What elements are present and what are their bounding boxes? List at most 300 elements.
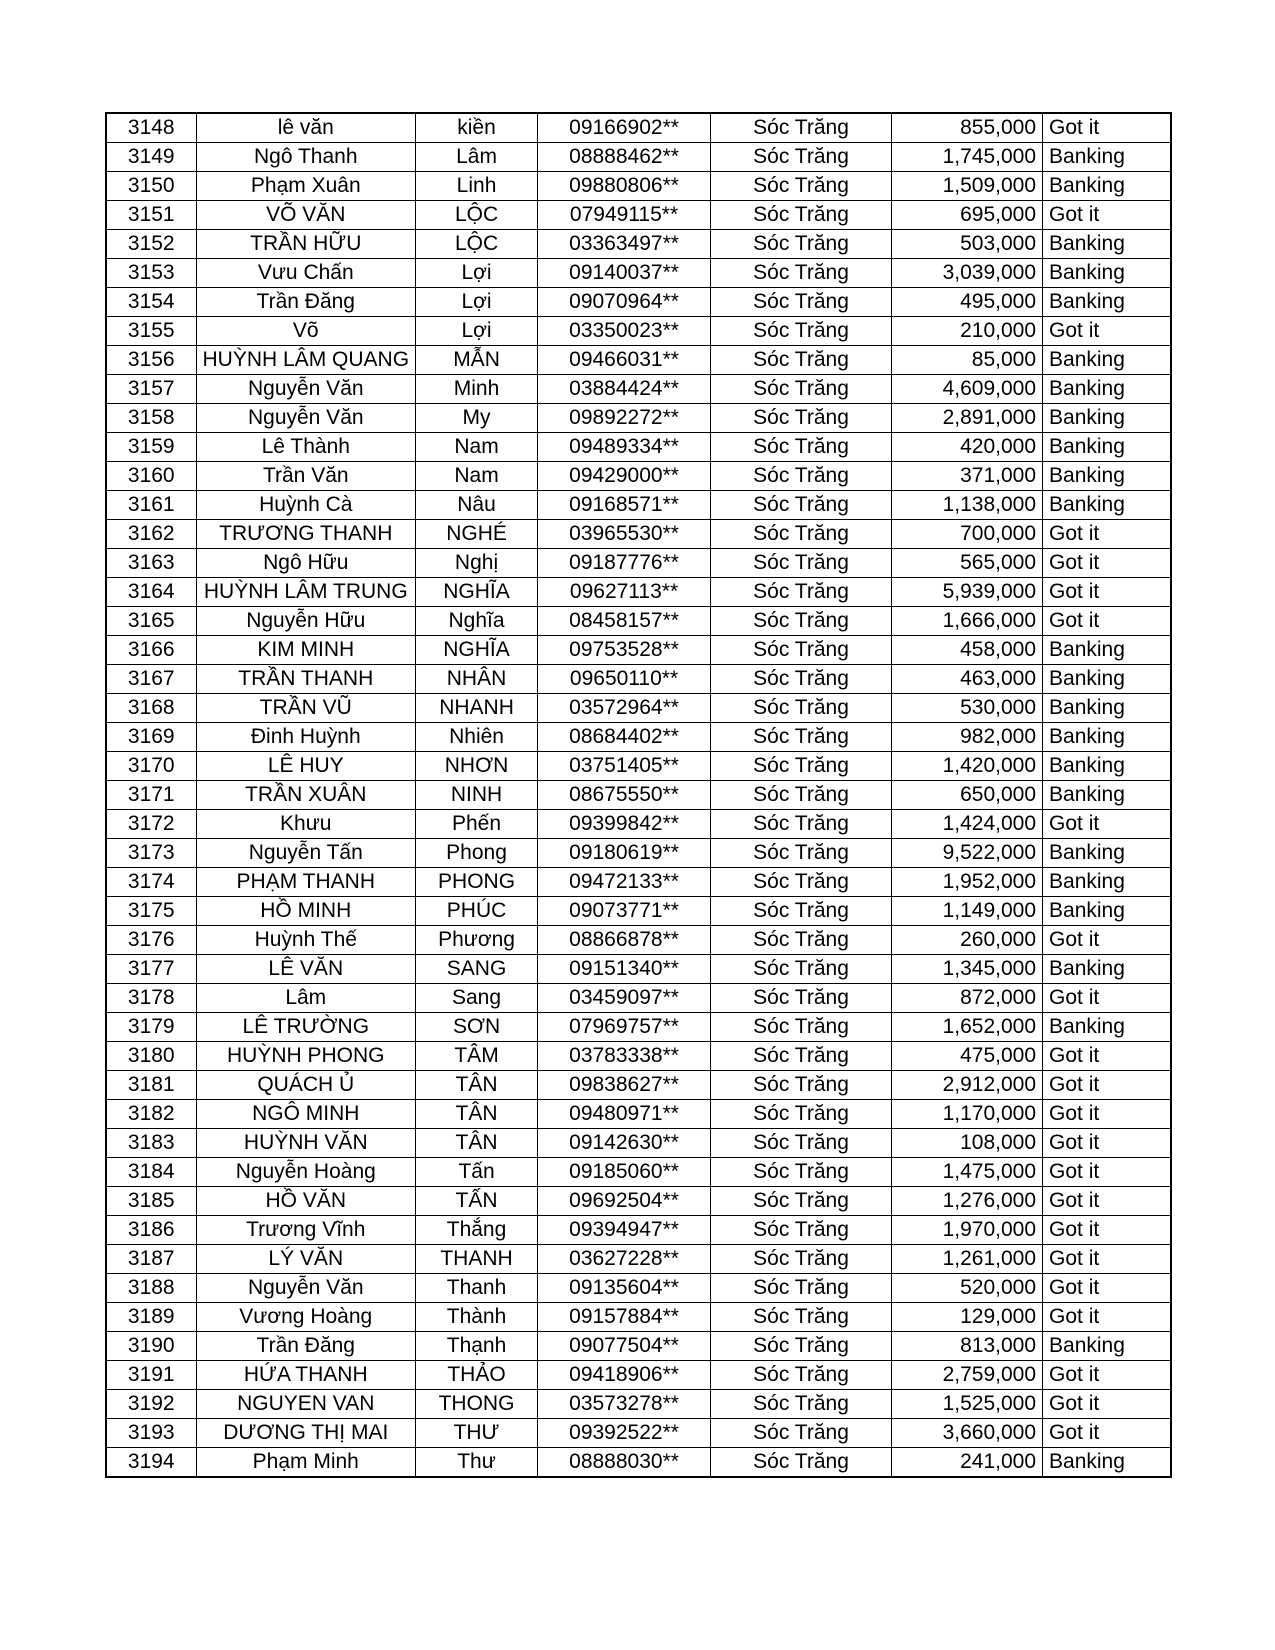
phone-cell: 08888462** [538, 143, 711, 172]
last-name-cell: HUỲNH LÂM QUANG [196, 346, 416, 375]
phone-cell: 09472133** [538, 868, 711, 897]
province-cell: Sóc Trăng [711, 462, 892, 491]
payment-status-cell: Got it [1043, 520, 1171, 549]
payment-status-cell: Banking [1043, 143, 1171, 172]
table-row [106, 781, 1171, 810]
row-number-cell: 3181 [106, 1071, 196, 1100]
last-name-cell: VÕ VĂN [196, 201, 416, 230]
province-cell: Sóc Trăng [711, 723, 892, 752]
row-number-cell: 3175 [106, 897, 196, 926]
payment-status-cell: Got it [1043, 984, 1171, 1013]
province-cell: Sóc Trăng [711, 1158, 892, 1187]
row-number-cell: 3193 [106, 1419, 196, 1448]
phone-cell: 03363497** [538, 230, 711, 259]
payment-status-cell: Got it [1043, 810, 1171, 839]
amount-cell: 85,000 [892, 346, 1043, 375]
phone-cell: 09892272** [538, 404, 711, 433]
payment-status-cell: Got it [1043, 113, 1171, 143]
payment-status-cell: Banking [1043, 346, 1171, 375]
row-number-cell: 3149 [106, 143, 196, 172]
row-number-cell: 3182 [106, 1100, 196, 1129]
province-cell: Sóc Trăng [711, 172, 892, 201]
row-number-cell: 3148 [106, 113, 196, 143]
row-number-cell: 3191 [106, 1361, 196, 1390]
table-row [106, 665, 1171, 694]
amount-cell: 108,000 [892, 1129, 1043, 1158]
first-name-cell: Phương [416, 926, 538, 955]
phone-cell: 09880806** [538, 172, 711, 201]
first-name-cell: NGHÉ [416, 520, 538, 549]
phone-cell: 09399842** [538, 810, 711, 839]
province-cell: Sóc Trăng [711, 143, 892, 172]
row-number-cell: 3183 [106, 1129, 196, 1158]
last-name-cell: Nguyễn Hoàng [196, 1158, 416, 1187]
first-name-cell: NHANH [416, 694, 538, 723]
table-row [106, 1071, 1171, 1100]
province-cell: Sóc Trăng [711, 1071, 892, 1100]
first-name-cell: Thư [416, 1448, 538, 1478]
table-row [106, 433, 1171, 462]
last-name-cell: HUỲNH PHONG [196, 1042, 416, 1071]
payment-status-cell: Got it [1043, 607, 1171, 636]
phone-cell: 09650110** [538, 665, 711, 694]
last-name-cell: LÊ VĂN [196, 955, 416, 984]
phone-cell: 03572964** [538, 694, 711, 723]
last-name-cell: Lâm [196, 984, 416, 1013]
table-row [106, 520, 1171, 549]
table-body [106, 113, 1171, 1477]
row-number-cell: 3178 [106, 984, 196, 1013]
last-name-cell: Trương Vĩnh [196, 1216, 416, 1245]
province-cell: Sóc Trăng [711, 1448, 892, 1478]
phone-cell: 09166902** [538, 113, 711, 143]
payment-status-cell: Banking [1043, 288, 1171, 317]
last-name-cell: Trần Đăng [196, 288, 416, 317]
phone-cell: 09466031** [538, 346, 711, 375]
payment-status-cell: Got it [1043, 201, 1171, 230]
amount-cell: 495,000 [892, 288, 1043, 317]
row-number-cell: 3161 [106, 491, 196, 520]
phone-cell: 09480971** [538, 1100, 711, 1129]
phone-cell: 09151340** [538, 955, 711, 984]
last-name-cell: Huỳnh Thế [196, 926, 416, 955]
amount-cell: 2,759,000 [892, 1361, 1043, 1390]
last-name-cell: NGÔ MINH [196, 1100, 416, 1129]
table-row [106, 810, 1171, 839]
phone-cell: 03627228** [538, 1245, 711, 1274]
row-number-cell: 3166 [106, 636, 196, 665]
payment-status-cell: Banking [1043, 462, 1171, 491]
payment-status-cell: Got it [1043, 1187, 1171, 1216]
phone-cell: 03573278** [538, 1390, 711, 1419]
first-name-cell: Lợi [416, 259, 538, 288]
payment-status-cell: Got it [1043, 1042, 1171, 1071]
amount-cell: 872,000 [892, 984, 1043, 1013]
first-name-cell: Thanh [416, 1274, 538, 1303]
payment-status-cell: Banking [1043, 752, 1171, 781]
phone-cell: 03884424** [538, 375, 711, 404]
amount-cell: 1,666,000 [892, 607, 1043, 636]
first-name-cell: MẪN [416, 346, 538, 375]
first-name-cell: THONG [416, 1390, 538, 1419]
first-name-cell: TÂM [416, 1042, 538, 1071]
row-number-cell: 3176 [106, 926, 196, 955]
table-row [106, 288, 1171, 317]
province-cell: Sóc Trăng [711, 1013, 892, 1042]
amount-cell: 1,138,000 [892, 491, 1043, 520]
last-name-cell: Nguyễn Văn [196, 1274, 416, 1303]
amount-cell: 371,000 [892, 462, 1043, 491]
last-name-cell: Huỳnh Cà [196, 491, 416, 520]
first-name-cell: Thắng [416, 1216, 538, 1245]
amount-cell: 1,420,000 [892, 752, 1043, 781]
payment-status-cell: Banking [1043, 491, 1171, 520]
first-name-cell: TẤN [416, 1187, 538, 1216]
payment-status-cell: Got it [1043, 1245, 1171, 1274]
last-name-cell: HUỲNH VĂN [196, 1129, 416, 1158]
phone-cell: 03783338** [538, 1042, 711, 1071]
province-cell: Sóc Trăng [711, 520, 892, 549]
last-name-cell: NGUYEN VAN [196, 1390, 416, 1419]
table-row [106, 897, 1171, 926]
table-row [106, 868, 1171, 897]
phone-cell: 07949115** [538, 201, 711, 230]
first-name-cell: TÂN [416, 1100, 538, 1129]
table-row [106, 723, 1171, 752]
phone-cell: 03965530** [538, 520, 711, 549]
table-row [106, 462, 1171, 491]
phone-cell: 09077504** [538, 1332, 711, 1361]
phone-cell: 03459097** [538, 984, 711, 1013]
row-number-cell: 3170 [106, 752, 196, 781]
province-cell: Sóc Trăng [711, 259, 892, 288]
amount-cell: 1,745,000 [892, 143, 1043, 172]
payment-status-cell: Got it [1043, 1419, 1171, 1448]
table-row [106, 172, 1171, 201]
last-name-cell: Võ [196, 317, 416, 346]
amount-cell: 260,000 [892, 926, 1043, 955]
province-cell: Sóc Trăng [711, 1042, 892, 1071]
last-name-cell: PHẠM THANH [196, 868, 416, 897]
first-name-cell: Lợi [416, 317, 538, 346]
first-name-cell: NINH [416, 781, 538, 810]
last-name-cell: Nguyễn Văn [196, 375, 416, 404]
phone-cell: 09392522** [538, 1419, 711, 1448]
row-number-cell: 3152 [106, 230, 196, 259]
phone-cell: 09429000** [538, 462, 711, 491]
phone-cell: 09168571** [538, 491, 711, 520]
table-row [106, 1042, 1171, 1071]
payment-status-cell: Got it [1043, 578, 1171, 607]
province-cell: Sóc Trăng [711, 607, 892, 636]
province-cell: Sóc Trăng [711, 926, 892, 955]
payment-status-cell: Banking [1043, 1013, 1171, 1042]
payment-status-cell: Banking [1043, 781, 1171, 810]
payment-status-cell: Got it [1043, 1158, 1171, 1187]
phone-cell: 03350023** [538, 317, 711, 346]
table-row [106, 607, 1171, 636]
table-row [106, 1216, 1171, 1245]
first-name-cell: Linh [416, 172, 538, 201]
last-name-cell: Phạm Xuân [196, 172, 416, 201]
row-number-cell: 3150 [106, 172, 196, 201]
amount-cell: 695,000 [892, 201, 1043, 230]
amount-cell: 813,000 [892, 1332, 1043, 1361]
payment-status-cell: Banking [1043, 433, 1171, 462]
first-name-cell: Nghĩa [416, 607, 538, 636]
table-row [106, 955, 1171, 984]
first-name-cell: kiền [416, 113, 538, 143]
amount-cell: 1,509,000 [892, 172, 1043, 201]
amount-cell: 1,475,000 [892, 1158, 1043, 1187]
first-name-cell: Sang [416, 984, 538, 1013]
row-number-cell: 3169 [106, 723, 196, 752]
row-number-cell: 3194 [106, 1448, 196, 1478]
last-name-cell: LÊ HUY [196, 752, 416, 781]
first-name-cell: Nam [416, 433, 538, 462]
recipient-table [105, 112, 1172, 1478]
row-number-cell: 3153 [106, 259, 196, 288]
table-row [106, 1129, 1171, 1158]
province-cell: Sóc Trăng [711, 404, 892, 433]
first-name-cell: Minh [416, 375, 538, 404]
row-number-cell: 3154 [106, 288, 196, 317]
province-cell: Sóc Trăng [711, 1187, 892, 1216]
table-row [106, 201, 1171, 230]
phone-cell: 09394947** [538, 1216, 711, 1245]
last-name-cell: TRẦN HỮU [196, 230, 416, 259]
row-number-cell: 3186 [106, 1216, 196, 1245]
last-name-cell: LÊ TRƯỜNG [196, 1013, 416, 1042]
amount-cell: 565,000 [892, 549, 1043, 578]
province-cell: Sóc Trăng [711, 1245, 892, 1274]
payment-status-cell: Got it [1043, 1303, 1171, 1332]
amount-cell: 3,039,000 [892, 259, 1043, 288]
row-number-cell: 3158 [106, 404, 196, 433]
payment-status-cell: Banking [1043, 1448, 1171, 1478]
province-cell: Sóc Trăng [711, 839, 892, 868]
table-row [106, 230, 1171, 259]
payment-status-cell: Banking [1043, 172, 1171, 201]
first-name-cell: PHONG [416, 868, 538, 897]
phone-cell: 09157884** [538, 1303, 711, 1332]
amount-cell: 530,000 [892, 694, 1043, 723]
last-name-cell: QUÁCH Ủ [196, 1071, 416, 1100]
amount-cell: 1,345,000 [892, 955, 1043, 984]
last-name-cell: Đinh Huỳnh [196, 723, 416, 752]
phone-cell: 09187776** [538, 549, 711, 578]
last-name-cell: DƯƠNG THỊ MAI [196, 1419, 416, 1448]
row-number-cell: 3167 [106, 665, 196, 694]
last-name-cell: Vưu Chấn [196, 259, 416, 288]
phone-cell: 08684402** [538, 723, 711, 752]
last-name-cell: KIM MINH [196, 636, 416, 665]
last-name-cell: lê văn [196, 113, 416, 143]
row-number-cell: 3164 [106, 578, 196, 607]
province-cell: Sóc Trăng [711, 1419, 892, 1448]
province-cell: Sóc Trăng [711, 1129, 892, 1158]
last-name-cell: Phạm Minh [196, 1448, 416, 1478]
table-row [106, 1100, 1171, 1129]
amount-cell: 2,912,000 [892, 1071, 1043, 1100]
province-cell: Sóc Trăng [711, 665, 892, 694]
table-row [106, 346, 1171, 375]
last-name-cell: TRẦN VŨ [196, 694, 416, 723]
table-row [106, 926, 1171, 955]
phone-cell: 08888030** [538, 1448, 711, 1478]
last-name-cell: Ngô Hữu [196, 549, 416, 578]
first-name-cell: THƯ [416, 1419, 538, 1448]
phone-cell: 03751405** [538, 752, 711, 781]
first-name-cell: NHƠN [416, 752, 538, 781]
amount-cell: 855,000 [892, 113, 1043, 143]
first-name-cell: THẢO [416, 1361, 538, 1390]
first-name-cell: Thạnh [416, 1332, 538, 1361]
row-number-cell: 3159 [106, 433, 196, 462]
province-cell: Sóc Trăng [711, 1216, 892, 1245]
province-cell: Sóc Trăng [711, 578, 892, 607]
row-number-cell: 3165 [106, 607, 196, 636]
province-cell: Sóc Trăng [711, 346, 892, 375]
province-cell: Sóc Trăng [711, 694, 892, 723]
table-row [106, 491, 1171, 520]
amount-cell: 241,000 [892, 1448, 1043, 1478]
table-row [106, 1245, 1171, 1274]
first-name-cell: Phong [416, 839, 538, 868]
phone-cell: 09627113** [538, 578, 711, 607]
first-name-cell: NGHĨA [416, 578, 538, 607]
last-name-cell: Trần Đăng [196, 1332, 416, 1361]
first-name-cell: My [416, 404, 538, 433]
amount-cell: 4,609,000 [892, 375, 1043, 404]
first-name-cell: TÂN [416, 1129, 538, 1158]
table-row [106, 1013, 1171, 1042]
row-number-cell: 3187 [106, 1245, 196, 1274]
first-name-cell: Nghị [416, 549, 538, 578]
phone-cell: 08866878** [538, 926, 711, 955]
amount-cell: 475,000 [892, 1042, 1043, 1071]
province-cell: Sóc Trăng [711, 984, 892, 1013]
province-cell: Sóc Trăng [711, 1303, 892, 1332]
table-row [106, 1332, 1171, 1361]
payment-status-cell: Banking [1043, 723, 1171, 752]
amount-cell: 1,261,000 [892, 1245, 1043, 1274]
payment-status-cell: Banking [1043, 868, 1171, 897]
row-number-cell: 3171 [106, 781, 196, 810]
table-row [106, 259, 1171, 288]
table-row [106, 578, 1171, 607]
payment-status-cell: Banking [1043, 839, 1171, 868]
province-cell: Sóc Trăng [711, 317, 892, 346]
phone-cell: 09070964** [538, 288, 711, 317]
table-row [106, 317, 1171, 346]
table-row [106, 694, 1171, 723]
amount-cell: 463,000 [892, 665, 1043, 694]
first-name-cell: Phến [416, 810, 538, 839]
amount-cell: 1,149,000 [892, 897, 1043, 926]
amount-cell: 1,525,000 [892, 1390, 1043, 1419]
last-name-cell: TRẦN THANH [196, 665, 416, 694]
first-name-cell: NGHĨA [416, 636, 538, 665]
last-name-cell: HỒ MINH [196, 897, 416, 926]
amount-cell: 458,000 [892, 636, 1043, 665]
province-cell: Sóc Trăng [711, 1274, 892, 1303]
province-cell: Sóc Trăng [711, 897, 892, 926]
row-number-cell: 3151 [106, 201, 196, 230]
table-row [106, 375, 1171, 404]
amount-cell: 1,952,000 [892, 868, 1043, 897]
payment-status-cell: Banking [1043, 259, 1171, 288]
last-name-cell: Vương Hoàng [196, 1303, 416, 1332]
province-cell: Sóc Trăng [711, 1361, 892, 1390]
payment-status-cell: Got it [1043, 1361, 1171, 1390]
row-number-cell: 3168 [106, 694, 196, 723]
amount-cell: 503,000 [892, 230, 1043, 259]
last-name-cell: Nguyễn Tấn [196, 839, 416, 868]
amount-cell: 650,000 [892, 781, 1043, 810]
phone-cell: 09140037** [538, 259, 711, 288]
first-name-cell: THANH [416, 1245, 538, 1274]
province-cell: Sóc Trăng [711, 201, 892, 230]
payment-status-cell: Banking [1043, 404, 1171, 433]
province-cell: Sóc Trăng [711, 1332, 892, 1361]
last-name-cell: Trần Văn [196, 462, 416, 491]
phone-cell: 09753528** [538, 636, 711, 665]
province-cell: Sóc Trăng [711, 868, 892, 897]
last-name-cell: HỒ VĂN [196, 1187, 416, 1216]
phone-cell: 07969757** [538, 1013, 711, 1042]
amount-cell: 2,891,000 [892, 404, 1043, 433]
table-row [106, 1158, 1171, 1187]
payment-status-cell: Got it [1043, 1390, 1171, 1419]
last-name-cell: TRƯƠNG THANH [196, 520, 416, 549]
amount-cell: 520,000 [892, 1274, 1043, 1303]
province-cell: Sóc Trăng [711, 810, 892, 839]
first-name-cell: SANG [416, 955, 538, 984]
payment-status-cell: Banking [1043, 230, 1171, 259]
payment-status-cell: Got it [1043, 926, 1171, 955]
table-row [106, 1419, 1171, 1448]
table-row [106, 1361, 1171, 1390]
province-cell: Sóc Trăng [711, 1100, 892, 1129]
amount-cell: 420,000 [892, 433, 1043, 462]
row-number-cell: 3173 [106, 839, 196, 868]
row-number-cell: 3180 [106, 1042, 196, 1071]
row-number-cell: 3189 [106, 1303, 196, 1332]
table-row [106, 984, 1171, 1013]
amount-cell: 1,652,000 [892, 1013, 1043, 1042]
first-name-cell: Nam [416, 462, 538, 491]
province-cell: Sóc Trăng [711, 433, 892, 462]
row-number-cell: 3192 [106, 1390, 196, 1419]
amount-cell: 1,970,000 [892, 1216, 1043, 1245]
phone-cell: 09489334** [538, 433, 711, 462]
amount-cell: 3,660,000 [892, 1419, 1043, 1448]
table-row [106, 113, 1171, 143]
payment-status-cell: Banking [1043, 375, 1171, 404]
last-name-cell: HUỲNH LÂM TRUNG [196, 578, 416, 607]
first-name-cell: PHÚC [416, 897, 538, 926]
phone-cell: 09838627** [538, 1071, 711, 1100]
payment-status-cell: Banking [1043, 955, 1171, 984]
row-number-cell: 3174 [106, 868, 196, 897]
first-name-cell: Nhiên [416, 723, 538, 752]
province-cell: Sóc Trăng [711, 781, 892, 810]
amount-cell: 1,170,000 [892, 1100, 1043, 1129]
last-name-cell: Ngô Thanh [196, 143, 416, 172]
province-cell: Sóc Trăng [711, 491, 892, 520]
row-number-cell: 3184 [106, 1158, 196, 1187]
